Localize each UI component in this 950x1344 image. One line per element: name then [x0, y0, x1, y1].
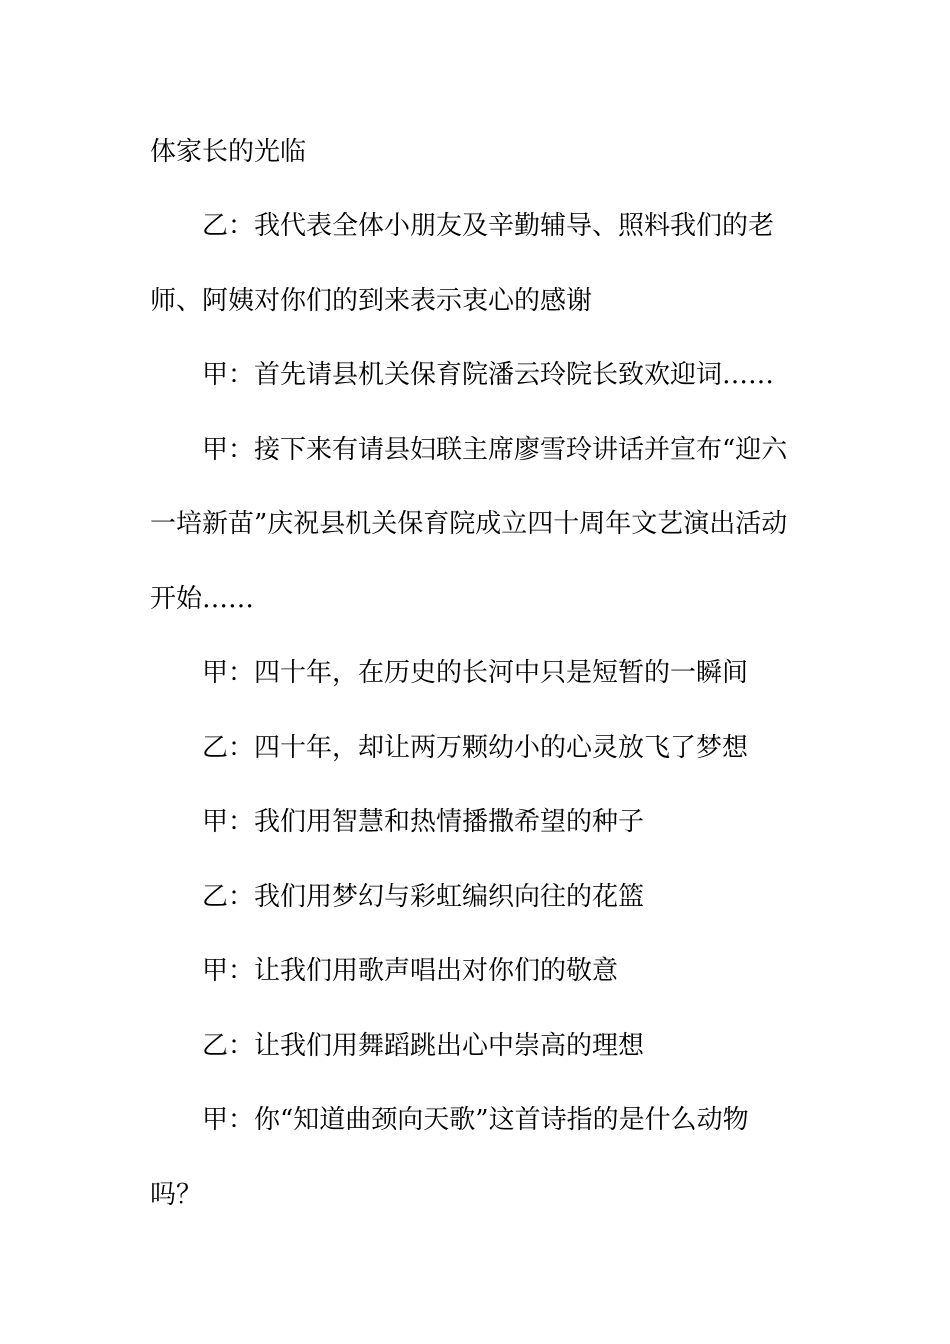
text-line-7: 开始……	[150, 584, 255, 614]
text-line-5: 甲：接下来有请县妇联主席廖雪玲讲话并宣布“迎六	[202, 435, 788, 465]
text-line-2: 乙：我代表全体小朋友及辛勤辅导、照料我们的老	[202, 211, 775, 241]
text-line-8: 甲：四十年，在历史的长河中只是短暂的一瞬间	[202, 658, 749, 688]
text-line-9: 乙：四十年，却让两万颗幼小的心灵放飞了梦想	[202, 733, 749, 763]
text-line-3: 师、阿姨对你们的到来表示衷心的感谢	[150, 286, 593, 316]
text-line-4: 甲：首先请县机关保育院潘云玲院长致欢迎词……	[202, 360, 775, 390]
text-line-12: 甲：让我们用歌声唱出对你们的敬意	[202, 956, 619, 986]
text-line-1: 体家长的光临	[150, 137, 307, 167]
text-line-6: 一培新苗”庆祝县机关保育院成立四十周年文艺演出活动	[150, 509, 788, 539]
text-line-13: 乙：让我们用舞蹈跳出心中崇高的理想	[202, 1031, 645, 1061]
text-line-11: 乙：我们用梦幻与彩虹编织向往的花篮	[202, 882, 645, 912]
text-line-14: 甲：你“知道曲颈向天歌”这首诗指的是什么动物	[202, 1105, 749, 1135]
text-line-15: 吗？	[150, 1180, 203, 1210]
text-line-10: 甲：我们用智慧和热情播撒希望的种子	[202, 807, 645, 837]
